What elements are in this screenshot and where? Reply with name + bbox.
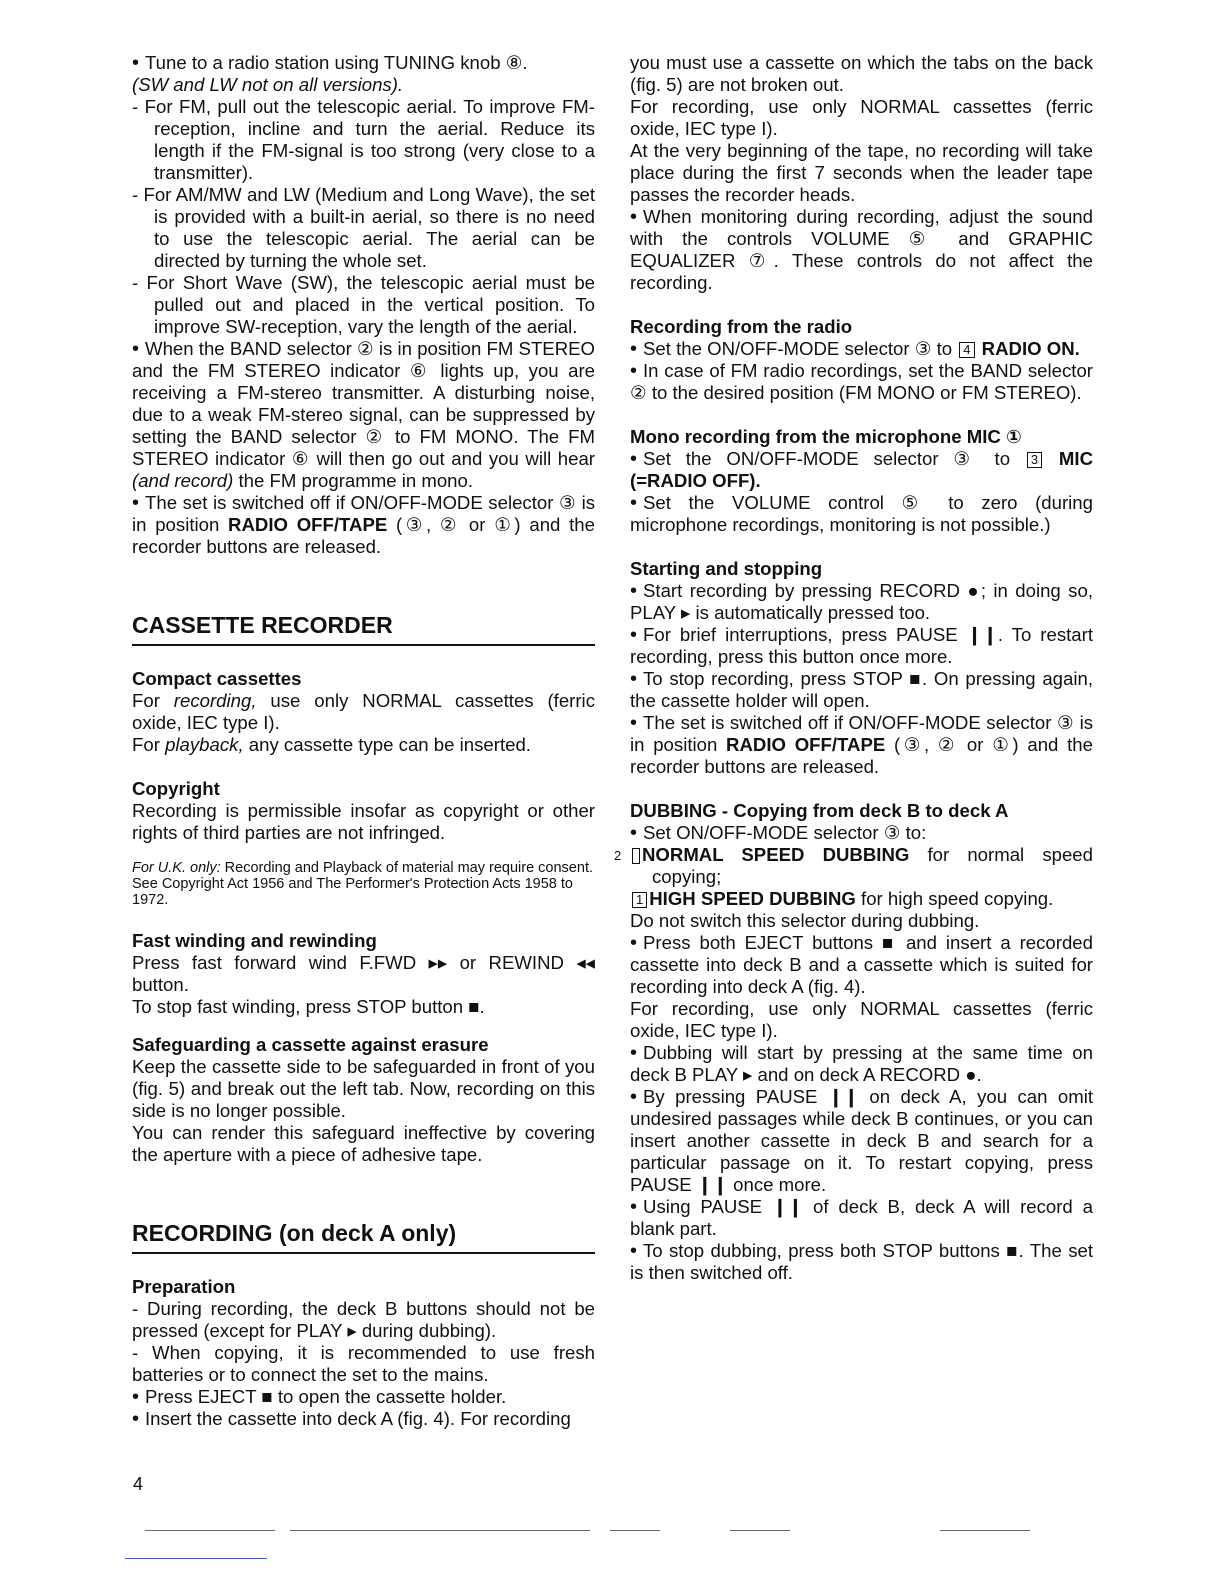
- dub-pause-b-step: • Using PAUSE ❙❙ of deck B, deck A will record a blank part.: [630, 1196, 1093, 1240]
- right-column: [614, 52, 1093, 1284]
- scan-artifact: [290, 1530, 590, 1531]
- radio-band-step: • In case of FM radio recordings, set the BAND selector ② to the desired position (FM MONO or FM STEREO).: [630, 360, 1093, 404]
- scan-artifact: [610, 1530, 660, 1531]
- uk-note: For U.K. only: Recording and Playback of material may require consent. See Copyright Act 1956 and The Performer's Protection Acts 1958 to 1972.: [132, 860, 593, 908]
- compact-recording: For recording, use only NORMAL cassettes (ferric oxide, IEC type I).: [132, 690, 595, 733]
- heading-mono-recording: Mono recording from the microphone MIC ①: [630, 426, 1022, 447]
- prep-deck-b: - During recording, the deck B buttons should not be pressed (except for PLAY ▸ during dubbing).: [132, 1298, 595, 1341]
- left-column: [132, 52, 595, 1430]
- fast-winding-text: Press fast forward wind F.FWD ▸▸ or REWIND ◂◂ button.: [132, 952, 595, 995]
- dub-selector-step: • Set ON/OFF-MODE selector ③ to:: [630, 822, 1093, 844]
- prep-eject: • Press EJECT ■ to open the cassette holder.: [132, 1386, 595, 1408]
- dub-pause-a-step: • By pressing PAUSE ❙❙ on deck A, you can omit undesired passages while deck B continues, or you can insert another cassette in deck B and search for a particular passage on it. To restart copying, press PAUSE ❙❙ once more.: [630, 1086, 1093, 1196]
- pause-step: • For brief interruptions, press PAUSE ❙❙. To restart recording, press this button once more.: [630, 624, 1093, 668]
- heading-recording: RECORDING (on deck A only): [132, 1220, 595, 1254]
- sw-aerial-note: - For Short Wave (SW), the telescopic aerial must be pulled out and placed in the vertical position. To improve SW-reception, vary the length of the aerial.: [132, 272, 595, 337]
- fm-aerial-note: - For FM, pull out the telescopic aerial. To improve FM-reception, incline and turn the aerial. Reduce its length if the FM-signal is too strong (very close to a transmitter).: [132, 96, 595, 183]
- heading-starting-stopping: Starting and stopping: [630, 558, 823, 579]
- heading-copyright: Copyright: [132, 778, 220, 799]
- scan-artifact: [730, 1530, 790, 1531]
- heading-fast-winding: Fast winding and rewinding: [132, 930, 377, 951]
- am-aerial-note: - For AM/MW and LW (Medium and Long Wave), the set is provided with a built-in aerial, so there is no need to use the telescopic aerial. The aerial can be directed by turning the whole set.: [132, 184, 595, 271]
- compact-playback: For playback, any cassette type can be inserted.: [132, 734, 531, 755]
- normal-cassettes-note: For recording, use only NORMAL cassettes (ferric oxide, IEC type I).: [630, 96, 1093, 139]
- safeguard-undo-text: You can render this safeguard ineffective by covering the aperture with a piece of adhesive tape.: [132, 1122, 595, 1165]
- footer-rule: [125, 1558, 267, 1559]
- dub-normal-cassettes: For recording, use only NORMAL cassettes (ferric oxide, IEC type I).: [630, 998, 1093, 1041]
- tuning-instruction: • Tune to a radio station using TUNING knob ⑧.: [132, 52, 595, 74]
- dub-normal-speed: 2 NORMAL SPEED DUBBING for normal speed copying;: [614, 844, 1093, 887]
- dub-high-speed: 1 HIGH SPEED DUBBING for high speed copying.: [630, 888, 1093, 910]
- position-box: 2: [632, 848, 640, 864]
- heading-compact-cassettes: Compact cassettes: [132, 668, 302, 689]
- heading-safeguarding: Safeguarding a cassette against erasure: [132, 1034, 489, 1055]
- dub-eject-step: • Press both EJECT buttons ■ and insert a recorded cassette into deck B and a cassette which is suited for recording into deck A (fig. 4).: [630, 932, 1093, 998]
- position-box: 1: [632, 892, 647, 908]
- version-note: (SW and LW not on all versions).: [132, 74, 404, 95]
- position-box: 3: [1027, 452, 1042, 468]
- leader-tape-note: At the very beginning of the tape, no recording will take place during the first 7 seconds when the leader tape passes the recorder heads.: [630, 140, 1093, 205]
- heading-cassette-recorder: CASSETTE RECORDER: [132, 612, 595, 646]
- prep-insert: • Insert the cassette into deck A (fig. 4). For recording: [132, 1408, 595, 1430]
- radio-selector-step: • Set the ON/OFF-MODE selector ③ to 4 RADIO ON.: [630, 338, 1093, 360]
- fast-stop-text: To stop fast winding, press STOP button ■.: [132, 996, 485, 1017]
- switch-off-step: • The set is switched off if ON/OFF-MODE selector ③ is in position RADIO OFF/TAPE (③, ② or ①) and the recorder buttons are released.: [630, 712, 1093, 778]
- position-box: 4: [959, 342, 974, 358]
- dub-stop-step: • To stop dubbing, press both STOP buttons ■. The set is then switched off.: [630, 1240, 1093, 1284]
- heading-recording-radio: Recording from the radio: [630, 316, 853, 337]
- mono-selector-step: • Set the ON/OFF-MODE selector ③ to 3 MIC (=RADIO OFF).: [630, 448, 1093, 492]
- monitoring-note: • When monitoring during recording, adjust the sound with the controls VOLUME ⑤ and GRAPHIC EQUALIZER ⑦. These controls do not affect the recording.: [630, 206, 1093, 294]
- dub-no-switch: Do not switch this selector during dubbing.: [630, 910, 980, 931]
- fm-stereo-paragraph: • When the BAND selector ② is in position FM STEREO and the FM STEREO indicator ⑥ lights up, you are receiving a FM-stereo transmitter. A disturbing noise, due to a weak FM-stereo signal, can be suppressed by setting the BAND selector ② to FM MONO. The FM STEREO indicator ⑥ will then go out and you will hear (and record) the FM programme in mono.: [132, 338, 595, 492]
- heading-dubbing: DUBBING - Copying from deck B to deck A: [630, 800, 1009, 821]
- scan-artifact: [145, 1530, 275, 1531]
- mono-volume-step: • Set the VOLUME control ⑤ to zero (during microphone recordings, monitoring is not possible.): [630, 492, 1093, 536]
- switch-off-paragraph: • The set is switched off if ON/OFF-MODE selector ③ is in position RADIO OFF/TAPE (③, ② or ①) and the recorder buttons are released.: [132, 492, 595, 558]
- scan-artifact: [940, 1530, 1030, 1531]
- heading-preparation: Preparation: [132, 1276, 236, 1297]
- dub-start-step: • Dubbing will start by pressing at the same time on deck B PLAY ▸ and on deck A RECORD ●.: [630, 1042, 1093, 1086]
- copyright-text: Recording is permissible insofar as copyright or other rights of third parties are not infringed.: [132, 800, 595, 843]
- start-recording-step: • Start recording by pressing RECORD ●; in doing so, PLAY ▸ is automatically pressed too.: [630, 580, 1093, 624]
- tabs-note: you must use a cassette on which the tabs on the back (fig. 5) are not broken out.: [630, 52, 1093, 95]
- page-number: 4: [133, 1474, 144, 1494]
- safeguard-text: Keep the cassette side to be safeguarded in front of you (fig. 5) and break out the left tab. Now, recording on this side is no longer possible.: [132, 1056, 595, 1121]
- prep-batteries: - When copying, it is recommended to use fresh batteries or to connect the set to the mains.: [132, 1342, 595, 1385]
- stop-step: • To stop recording, press STOP ■. On pressing again, the cassette holder will open.: [630, 668, 1093, 712]
